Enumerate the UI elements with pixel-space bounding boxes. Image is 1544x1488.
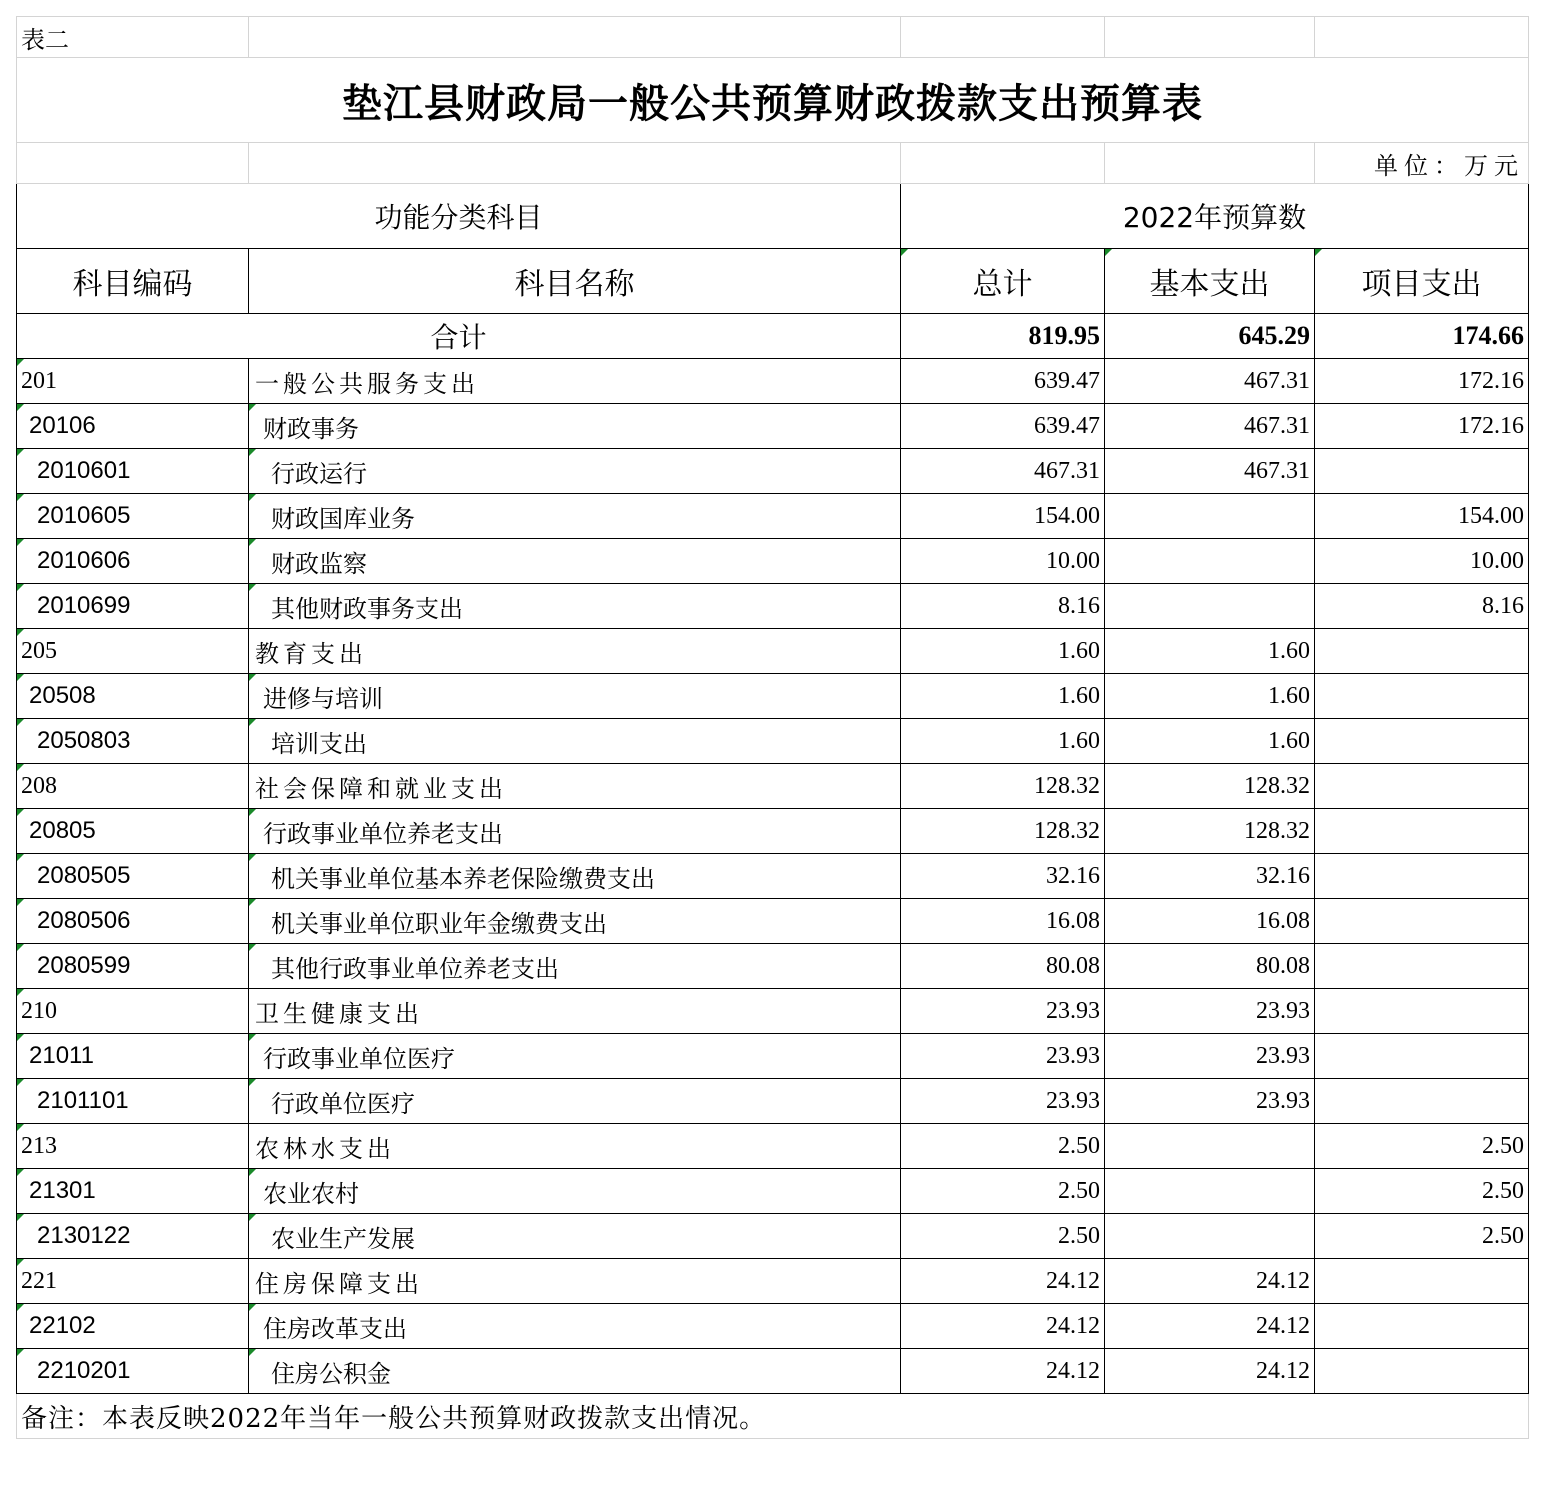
- row-code: 2130122: [17, 1214, 249, 1259]
- row-project: 10.00: [1315, 539, 1529, 584]
- row-project: 2.50: [1315, 1124, 1529, 1169]
- row-total: 24.12: [901, 1349, 1105, 1394]
- total-label: 合计: [17, 314, 901, 359]
- title-row: [17, 58, 1529, 143]
- total-project: 174.66: [1315, 314, 1529, 359]
- row-total: 2.50: [901, 1214, 1105, 1259]
- row-total: 1.60: [901, 719, 1105, 764]
- row-name: 卫生健康支出: [249, 989, 901, 1034]
- table-row: [17, 719, 1529, 764]
- row-total: 467.31: [901, 449, 1105, 494]
- tag-row: [17, 17, 1529, 58]
- row-code: 2080599: [17, 944, 249, 989]
- row-basic: 467.31: [1105, 359, 1315, 404]
- table-row: [17, 674, 1529, 719]
- row-basic: 80.08: [1105, 944, 1315, 989]
- row-name: 财政监察: [249, 539, 901, 584]
- row-total: 128.32: [901, 809, 1105, 854]
- row-name: 培训支出: [249, 719, 901, 764]
- row-project: [1315, 854, 1529, 899]
- table-row: [17, 539, 1529, 584]
- header-code: 科目编码: [17, 249, 249, 314]
- table-row: [17, 989, 1529, 1034]
- row-code: 2101101: [17, 1079, 249, 1124]
- table-row: [17, 359, 1529, 404]
- table-row: [17, 809, 1529, 854]
- row-basic: [1105, 494, 1315, 539]
- row-code: 210: [17, 989, 249, 1034]
- row-code: 2010601: [17, 449, 249, 494]
- table-tag: 表二: [17, 17, 249, 58]
- row-name: 农业生产发展: [249, 1214, 901, 1259]
- row-basic: 16.08: [1105, 899, 1315, 944]
- table-row: [17, 1349, 1529, 1394]
- row-project: [1315, 1349, 1529, 1394]
- row-project: 172.16: [1315, 359, 1529, 404]
- row-total: 639.47: [901, 404, 1105, 449]
- table-row: [17, 1304, 1529, 1349]
- row-project: [1315, 1079, 1529, 1124]
- unit-label: 单位：万元: [1315, 143, 1529, 184]
- row-basic: 1.60: [1105, 674, 1315, 719]
- row-total: 8.16: [901, 584, 1105, 629]
- row-name: 教育支出: [249, 629, 901, 674]
- row-basic: 1.60: [1105, 629, 1315, 674]
- row-project: 2.50: [1315, 1214, 1529, 1259]
- header-name: 科目名称: [249, 249, 901, 314]
- row-basic: 1.60: [1105, 719, 1315, 764]
- row-project: [1315, 899, 1529, 944]
- row-code: 2080505: [17, 854, 249, 899]
- row-name: 机关事业单位职业年金缴费支出: [249, 899, 901, 944]
- row-name: 其他财政事务支出: [249, 584, 901, 629]
- row-name: 一般公共服务支出: [249, 359, 901, 404]
- row-total: 23.93: [901, 989, 1105, 1034]
- row-code: 2210201: [17, 1349, 249, 1394]
- row-total: 1.60: [901, 629, 1105, 674]
- row-project: [1315, 764, 1529, 809]
- row-total: 10.00: [901, 539, 1105, 584]
- row-project: 2.50: [1315, 1169, 1529, 1214]
- row-project: [1315, 809, 1529, 854]
- table-row: [17, 1124, 1529, 1169]
- row-name: 社会保障和就业支出: [249, 764, 901, 809]
- table-row: [17, 494, 1529, 539]
- row-name: 进修与培训: [249, 674, 901, 719]
- row-name: 财政事务: [249, 404, 901, 449]
- row-total: 80.08: [901, 944, 1105, 989]
- row-total: 24.12: [901, 1304, 1105, 1349]
- row-name: 行政事业单位医疗: [249, 1034, 901, 1079]
- row-project: 172.16: [1315, 404, 1529, 449]
- total-row: [17, 314, 1529, 359]
- row-code: 2010605: [17, 494, 249, 539]
- total-sum: 819.95: [901, 314, 1105, 359]
- row-project: [1315, 629, 1529, 674]
- header-project: 项目支出: [1315, 249, 1529, 314]
- note-row: [17, 1394, 1529, 1439]
- table-row: [17, 1214, 1529, 1259]
- header-category: 功能分类科目: [17, 184, 901, 249]
- row-basic: 24.12: [1105, 1304, 1315, 1349]
- row-code: 21011: [17, 1034, 249, 1079]
- row-name: 财政国库业务: [249, 494, 901, 539]
- row-total: 639.47: [901, 359, 1105, 404]
- row-basic: [1105, 1169, 1315, 1214]
- table-row: [17, 404, 1529, 449]
- table-row: [17, 944, 1529, 989]
- row-name: 机关事业单位基本养老保险缴费支出: [249, 854, 901, 899]
- table-row: [17, 629, 1529, 674]
- row-name: 住房保障支出: [249, 1259, 901, 1304]
- row-code: 22102: [17, 1304, 249, 1349]
- row-basic: 24.12: [1105, 1259, 1315, 1304]
- row-basic: 24.12: [1105, 1349, 1315, 1394]
- budget-table: [16, 16, 1529, 1439]
- row-project: [1315, 1304, 1529, 1349]
- row-total: 23.93: [901, 1034, 1105, 1079]
- table-row: [17, 899, 1529, 944]
- table-row: [17, 1079, 1529, 1124]
- header-total: 总计: [901, 249, 1105, 314]
- row-name: 行政事业单位养老支出: [249, 809, 901, 854]
- row-total: 23.93: [901, 1079, 1105, 1124]
- row-project: [1315, 989, 1529, 1034]
- row-code: 213: [17, 1124, 249, 1169]
- row-name: 住房公积金: [249, 1349, 901, 1394]
- row-name: 农林水支出: [249, 1124, 901, 1169]
- header-budget-year: 2022年预算数: [901, 184, 1529, 249]
- row-project: [1315, 449, 1529, 494]
- row-project: [1315, 719, 1529, 764]
- row-code: 201: [17, 359, 249, 404]
- row-code: 2010699: [17, 584, 249, 629]
- row-project: [1315, 1034, 1529, 1079]
- row-name: 行政运行: [249, 449, 901, 494]
- row-name: 其他行政事业单位养老支出: [249, 944, 901, 989]
- row-basic: 32.16: [1105, 854, 1315, 899]
- row-total: 32.16: [901, 854, 1105, 899]
- row-total: 128.32: [901, 764, 1105, 809]
- table-row: [17, 584, 1529, 629]
- row-code: 205: [17, 629, 249, 674]
- row-code: 208: [17, 764, 249, 809]
- header-row-2: [17, 249, 1529, 314]
- row-code: 20508: [17, 674, 249, 719]
- row-total: 1.60: [901, 674, 1105, 719]
- table-row: [17, 1169, 1529, 1214]
- row-basic: [1105, 1124, 1315, 1169]
- table-row: [17, 854, 1529, 899]
- row-code: 221: [17, 1259, 249, 1304]
- row-total: 154.00: [901, 494, 1105, 539]
- row-project: 154.00: [1315, 494, 1529, 539]
- row-name: 农业农村: [249, 1169, 901, 1214]
- budget-sheet: [16, 16, 1528, 1439]
- row-basic: 467.31: [1105, 449, 1315, 494]
- row-basic: [1105, 584, 1315, 629]
- row-project: 8.16: [1315, 584, 1529, 629]
- row-basic: 23.93: [1105, 1034, 1315, 1079]
- row-total: 2.50: [901, 1124, 1105, 1169]
- table-row: [17, 1034, 1529, 1079]
- row-basic: 128.32: [1105, 809, 1315, 854]
- row-project: [1315, 674, 1529, 719]
- row-name: 住房改革支出: [249, 1304, 901, 1349]
- row-basic: [1105, 539, 1315, 584]
- row-total: 24.12: [901, 1259, 1105, 1304]
- row-basic: 23.93: [1105, 989, 1315, 1034]
- unit-row: [17, 143, 1529, 184]
- table-row: [17, 449, 1529, 494]
- row-code: 20106: [17, 404, 249, 449]
- header-basic: 基本支出: [1105, 249, 1315, 314]
- row-basic: 23.93: [1105, 1079, 1315, 1124]
- row-basic: 128.32: [1105, 764, 1315, 809]
- row-code: 2050803: [17, 719, 249, 764]
- row-code: 20805: [17, 809, 249, 854]
- row-total: 16.08: [901, 899, 1105, 944]
- row-code: 2010606: [17, 539, 249, 584]
- footnote: 备注：本表反映2022年当年一般公共预算财政拨款支出情况。: [17, 1394, 1529, 1439]
- total-basic: 645.29: [1105, 314, 1315, 359]
- row-code: 2080506: [17, 899, 249, 944]
- row-project: [1315, 944, 1529, 989]
- table-row: [17, 1259, 1529, 1304]
- row-project: [1315, 1259, 1529, 1304]
- row-basic: 467.31: [1105, 404, 1315, 449]
- table-row: [17, 764, 1529, 809]
- row-code: 21301: [17, 1169, 249, 1214]
- row-total: 2.50: [901, 1169, 1105, 1214]
- header-row-1: [17, 184, 1529, 249]
- row-name: 行政单位医疗: [249, 1079, 901, 1124]
- page-title: 垫江县财政局一般公共预算财政拨款支出预算表: [17, 58, 1529, 143]
- row-basic: [1105, 1214, 1315, 1259]
